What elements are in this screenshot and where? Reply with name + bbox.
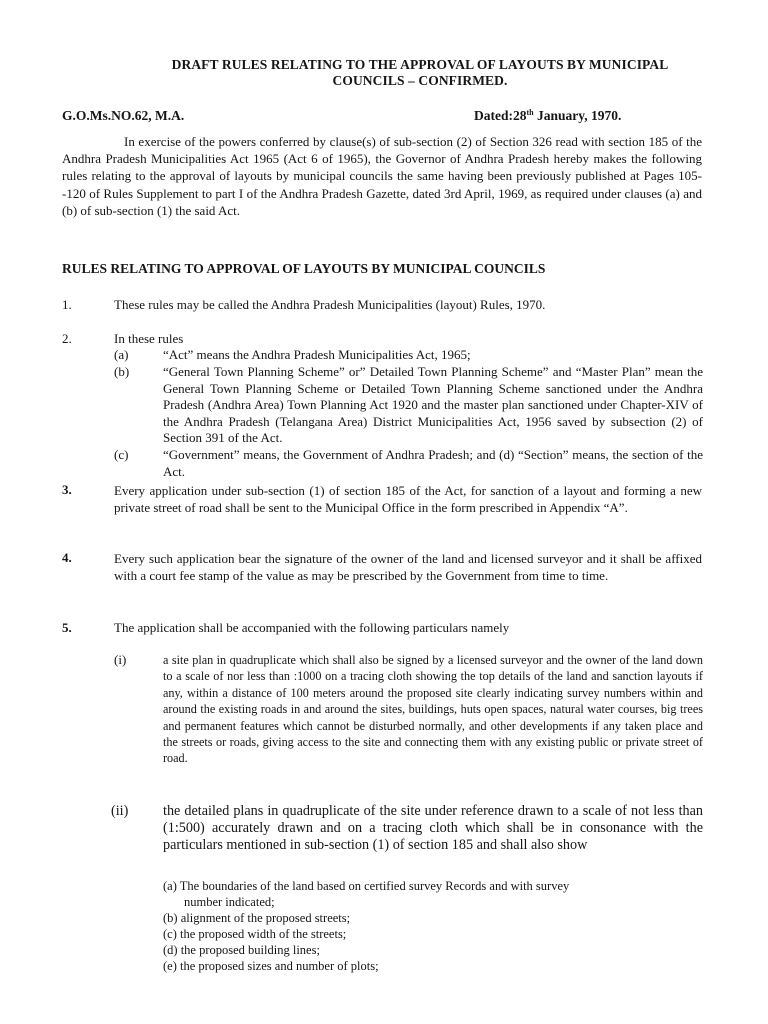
rule-5ii-label: (ii) bbox=[111, 803, 129, 819]
rule-2a-text: “Act” means the Andhra Pradesh Municipalities Act, 1965; bbox=[163, 347, 471, 362]
item-d: (d) the proposed building lines; bbox=[163, 943, 320, 957]
item-a-line-1: (a) The boundaries of the land based on certified survey Records and with survey bbox=[163, 879, 570, 893]
document-title bbox=[80, 57, 760, 89]
item-c: (c) the proposed width of the streets; bbox=[163, 927, 347, 941]
rule-2b-label: (b) bbox=[114, 364, 130, 379]
rule-4-number: 4. bbox=[62, 550, 72, 565]
item-b: (b) alignment of the proposed streets; bbox=[163, 911, 351, 925]
rule-2-number: 2. bbox=[62, 331, 72, 346]
rule-2-intro: In these rules bbox=[114, 331, 184, 346]
rule-2a-label: (a) bbox=[114, 347, 129, 362]
title-line-1: DRAFT RULES RELATING TO THE APPROVAL OF LAYOUTS BY MUNICIPAL bbox=[171, 57, 669, 72]
rule-2c-label: (c) bbox=[114, 447, 129, 462]
rule-5-number: 5. bbox=[62, 620, 72, 635]
rule-5ii-text: the detailed plans in quadruplicate of the site under reference drawn to a scale of not less than (1:500) accurately drawn and on a tracing cloth which shall be in consonance with the particulars mentioned in sub-section (1) of section 185 and shall also show bbox=[163, 803, 703, 853]
date-ordinal: th bbox=[526, 108, 534, 117]
order-date bbox=[474, 108, 621, 124]
rule-3-number: 3. bbox=[62, 482, 72, 497]
order-reference: G.O.Ms.NO.62, M.A. bbox=[62, 108, 185, 123]
title-line-2: COUNCILS – CONFIRMED. bbox=[332, 73, 508, 88]
rule-5ii-items bbox=[163, 878, 569, 974]
rule-5i-text: a site plan in quadruplicate which shall also be signed by a licensed surveyor and the owner of the land down to a scale of nor less than :1000 on a tracing cloth showing the top details of the land and sanction layouts if any, within a distance of 100 meters around the proposed site clearly indicating survey numbers within and around the existing roads in and around the sites, buildings, huts open spaces, natural water courses, big trees and permanent features which cannot be disturbed normally, and other developments if any taken place and the streets or roads, giving access to the site and connecting them with any existing public or private street of road. bbox=[163, 653, 703, 766]
rules-heading: RULES RELATING TO APPROVAL OF LAYOUTS BY MUNICIPAL COUNCILS bbox=[62, 261, 546, 276]
rule-5i-label: (i) bbox=[114, 652, 127, 667]
rule-1-text: These rules may be called the Andhra Pradesh Municipalities (layout) Rules, 1970. bbox=[114, 297, 546, 312]
rule-4-text: Every such application bear the signature of the owner of the land and licensed surveyor and it shall be affixed with a court fee stamp of the value as may be prescribed by the Government from time to time. bbox=[114, 551, 702, 583]
item-a-line-2: number indicated; bbox=[184, 895, 275, 909]
rule-1-number: 1. bbox=[62, 297, 72, 312]
rule-3-text: Every application under sub-section (1) of section 185 of the Act, for sanction of a layout and forming a new private street of road shall be sent to the Municipal Office in the form prescribed in Appendix “A”. bbox=[114, 483, 702, 515]
rule-2b-text: “General Town Planning Scheme” or” Detailed Town Planning Scheme” and “Master Plan” mean the General Town Planning Scheme or Detailed Town Planning Scheme sanctioned under the Andhra Pradesh (Andhra Area) Town Planning Act 1920 and the master plan sanctioned under Chapter-XIV of the Andhra Pradesh (Telangana Area) District Municipalities Act, 1956 saved by subsection (2) of Section 391 of the Act. bbox=[163, 364, 703, 446]
date-prefix: Dated:28 bbox=[474, 108, 527, 123]
rule-2c-text: “Government” means, the Government of Andhra Pradesh; and (d) “Section” means, the section of the Act. bbox=[163, 447, 703, 479]
rule-5-intro: The application shall be accompanied with the following particulars namely bbox=[114, 620, 510, 635]
item-e: (e) the proposed sizes and number of plots; bbox=[163, 959, 379, 973]
date-rest: January, 1970. bbox=[533, 108, 622, 123]
preamble-paragraph: In exercise of the powers conferred by clause(s) of sub-section (2) of Section 326 read with section 185 of the Andhra Pradesh Municipalities Act 1965 (Act 6 of 1965), the Governor of Andhra Pradesh hereby makes the following rules relating to the approval of layouts by municipal councils the same having been previously published at Pages 105--120 of Rules Supplement to part I of the Andhra Pradesh Gazette, dated 3rd April, 1969, as required under clauses (a) and (b) of sub-section (1) the said Act. bbox=[62, 134, 702, 218]
